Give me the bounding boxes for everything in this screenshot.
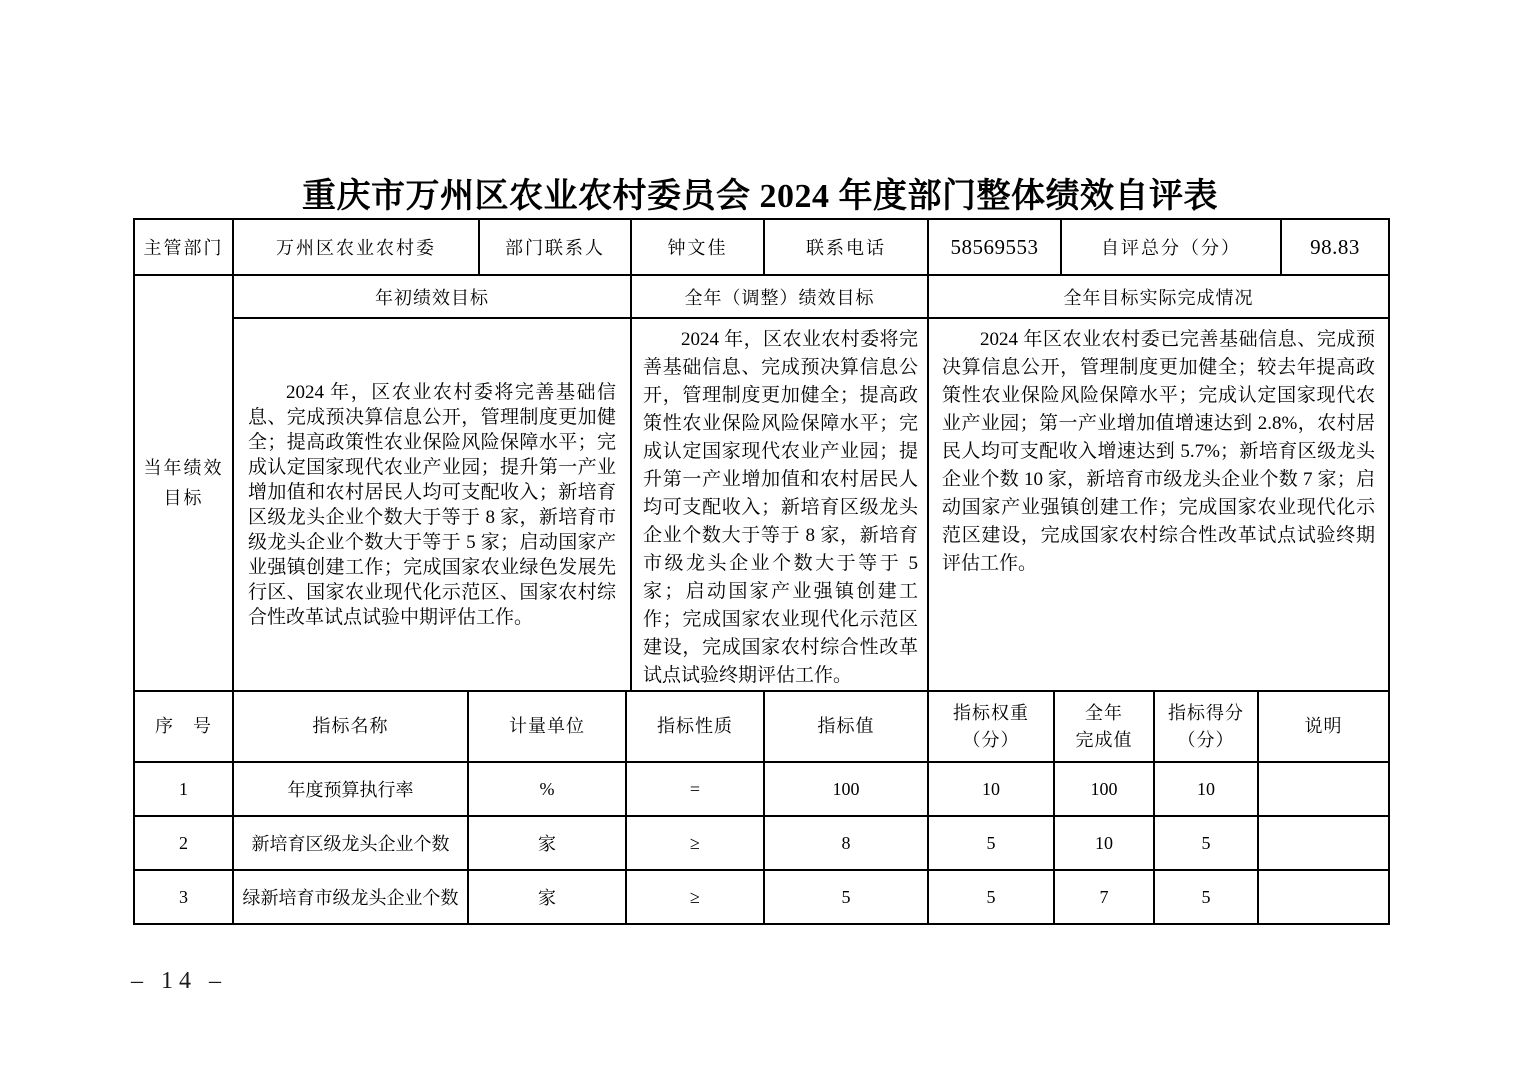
goal-label-line1: 当年绩效 [143,458,224,478]
header-unit-label: 计量单位 [509,716,585,736]
row-actual: 7 [1054,870,1154,924]
initial-goal-content-cell [233,318,631,691]
dept-value-cell: 万州区农业农村委 [233,219,479,275]
phone-value-cell: 58569553 [928,219,1061,275]
contact-value-cell: 钟文佳 [631,219,764,275]
row-name: 绿新培育市级龙头企业个数 [233,870,468,924]
header-score-cell [1154,691,1258,762]
score-value-cell: 98.83 [1281,219,1389,275]
header-seq-cell [134,691,233,762]
row-seq: 3 [134,870,233,924]
self-evaluation-table [133,218,1388,925]
phone-label-cell: 联系电话 [764,219,928,275]
header-score-label2: （分） [1177,729,1235,750]
adjusted-goal-header-cell: 全年（调整）绩效目标 [631,275,928,318]
header-note-cell [1258,691,1389,762]
page-title: 重庆市万州区农业农村委员会 2024 年度部门整体绩效自评表 [302,178,1218,215]
row-seq: 1 [134,762,233,816]
score-label-cell: 自评总分（分） [1061,219,1281,275]
page-number: – 14 – [131,968,227,994]
row-note [1258,762,1389,816]
row-target: 5 [764,870,928,924]
indicators-table [133,690,1390,925]
row-weight: 5 [928,816,1054,870]
row-note [1258,816,1389,870]
header-actual-label: 全年 [1085,702,1123,723]
row-unit: 家 [468,816,626,870]
row-nature: ≥ [626,816,764,870]
row-score: 5 [1154,870,1258,924]
header-score-label: 指标得分 [1168,702,1244,723]
table-row [134,275,1389,318]
row-weight: 5 [928,870,1054,924]
row-score: 5 [1154,816,1258,870]
initial-goal-header-cell: 年初绩效目标 [233,275,631,318]
header-target-label: 指标值 [817,716,875,736]
row-weight: 10 [928,762,1054,816]
header-name-cell [233,691,468,762]
header-weight-cell [928,691,1054,762]
adjusted-goal-text: 2024 年，区农业农村委将完善基础信息、完成预决算信息公开，管理制度更加健全；提高政策性农业保险风险保障水平；完成认定国家现代农业产业园；提升第一产业增加值和农村居民人均可支配收入；新培育区级龙头企业个数大于等于 8 家，新培育市级龙头企业个数大于等于 5 家；启动国家产业强镇创建工作；完成国家农业现代化示范区建设，完成国家农村综合性改革试点试验终期评估工作。 [643,329,918,686]
row-note [1258,870,1389,924]
actual-completion-header-cell: 全年目标实际完成情况 [928,275,1389,318]
table-row [134,318,1389,691]
header-actual-label2: 完成值 [1075,729,1133,750]
performance-goals-table [133,274,1390,692]
row-actual: 100 [1054,762,1154,816]
row-unit: % [468,762,626,816]
row-target: 100 [764,762,928,816]
header-actual-cell [1054,691,1154,762]
row-unit: 家 [468,870,626,924]
current-year-goal-label-cell [134,275,233,691]
adjusted-goal-content-cell [631,318,928,691]
table-row [134,870,1389,924]
header-weight-label2: （分） [962,729,1020,750]
actual-completion-content-cell [928,318,1389,691]
row-name: 新培育区级龙头企业个数 [233,816,468,870]
dept-label-cell: 主管部门 [134,219,233,275]
header-name-label: 指标名称 [312,716,389,736]
row-seq: 2 [134,816,233,870]
table-row [134,219,1389,275]
indicators-header-row [134,691,1389,762]
row-nature: ≥ [626,870,764,924]
row-actual: 10 [1054,816,1154,870]
row-name: 年度预算执行率 [233,762,468,816]
header-nature-label: 指标性质 [657,716,733,736]
table-row [134,816,1389,870]
initial-goal-text: 2024 年，区农业农村委将完善基础信息、完成预决算信息公开，管理制度更加健全；提高政策性农业保险风险保障水平；完成认定国家现代农业产业园；提升第一产业增加值和农村居民人均可支配收入；新培育区级龙头企业个数大于等于 8 家，新培育市级龙头企业个数大于等于 5 家；启动国家产业强镇创建工作；完成国家农业绿色发展先行区、国家农业现代化示范区、国家农村综合性改革试点试验中期评估工作。 [248,381,616,628]
header-weight-label: 指标权重 [953,702,1029,723]
row-score: 10 [1154,762,1258,816]
table-row [134,762,1389,816]
header-target-cell [764,691,928,762]
department-info-table [133,218,1390,276]
header-unit-cell [468,691,626,762]
goal-label-line2: 目标 [163,488,204,508]
header-nature-cell [626,691,764,762]
row-target: 8 [764,816,928,870]
actual-completion-text: 2024 年区农业农村委已完善基础信息、完成预决算信息公开，管理制度更加健全；较去年提高政策性农业保险风险保障水平；完成认定国家现代农业产业园；第一产业增加值增速达到 2.8%，农村居民人均可支配收入增速达到 5.7%；新培育区级龙头企业个数 10 家，新培育市级龙头企业个数 7 家；启动国家产业强镇创建工作；完成国家农业现代化示范区建设，完成国家农村综合性改革试点试验终期评估工作。 [942,329,1375,574]
header-seq-label: 序 号 [155,716,212,736]
row-nature: = [626,762,764,816]
header-note-label: 说明 [1304,716,1343,736]
contact-label-cell: 部门联系人 [479,219,631,275]
